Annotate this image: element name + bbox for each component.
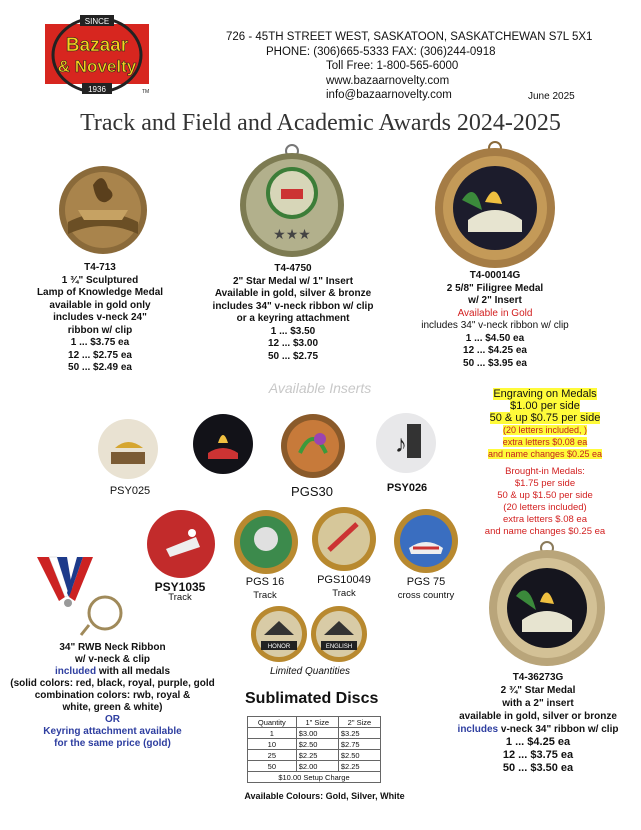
price-line: 12 ... $2.75 ea bbox=[68, 349, 132, 361]
lamp-of-knowledge-medal-image bbox=[48, 160, 158, 260]
brought-line: 50 & up $1.50 per side bbox=[497, 490, 593, 501]
ribbon-included: included bbox=[54, 666, 97, 677]
product-code: T4-4750 bbox=[274, 263, 312, 274]
table-row bbox=[248, 761, 381, 772]
product-desc: 2" Star Medal w/ 1" Insert bbox=[232, 275, 354, 287]
insert-psy026-label: PSY026 bbox=[386, 482, 428, 494]
product-desc: includes 34" v-neck ribbon w/ clip bbox=[421, 320, 569, 331]
honor-text: HONOR bbox=[267, 644, 291, 650]
ribbon-line: w/ v-neck & clip bbox=[74, 654, 151, 665]
available-inserts-heading: Available Inserts bbox=[268, 380, 372, 396]
table-cell: $2.00 bbox=[296, 761, 338, 772]
product-desc: or a keyring attachment bbox=[236, 313, 350, 324]
logo-since: SINCE bbox=[84, 17, 110, 26]
logo-year: 1936 bbox=[88, 85, 106, 94]
product-desc: v-neck 34" ribbon w/ clip bbox=[498, 724, 619, 735]
english-text: ENGLISH bbox=[325, 644, 353, 650]
insert-psy025-image bbox=[97, 418, 159, 480]
page-title: Track and Field and Academic Awards 2024-2025 bbox=[80, 110, 561, 136]
logo-novelty: & Novelty bbox=[57, 57, 137, 76]
toll-free: Toll Free: 1-800-565-6000 bbox=[326, 60, 459, 72]
availability-note: Available in Gold bbox=[457, 307, 533, 319]
engraving-line: extra letters $0.08 ea bbox=[502, 437, 588, 447]
filigree-medal-image bbox=[430, 140, 560, 270]
price-line: 50 ... $3.95 ea bbox=[463, 357, 527, 369]
table-header-row bbox=[248, 717, 381, 728]
brought-line: $1.75 per side bbox=[514, 478, 576, 489]
table-cell: $3.25 bbox=[338, 728, 380, 739]
insert-pgs30-image bbox=[280, 413, 346, 479]
table-row bbox=[248, 772, 381, 783]
brought-line: and name changes $0.25 ea bbox=[484, 526, 606, 537]
engraving-line: $1.00 per side bbox=[510, 400, 580, 412]
insert-psy1035-sub: Track bbox=[168, 592, 192, 603]
table-cell: 10 bbox=[248, 739, 297, 750]
product-desc: 2 5/8" Filigree Medal bbox=[446, 282, 544, 294]
price-line: 50 ... $3.50 ea bbox=[502, 762, 574, 774]
table-header: 1" Size bbox=[296, 717, 338, 728]
includes-word: includes bbox=[457, 724, 499, 735]
insert-pgs30-label: PGS30 bbox=[291, 484, 333, 499]
brought-line: (20 letters included) bbox=[503, 502, 587, 513]
insert-pgs75-label: PGS 75 bbox=[406, 576, 446, 588]
ribbon-description bbox=[0, 642, 225, 750]
insert-psy025-label: PSY025 bbox=[109, 485, 151, 497]
insert-pgs10049-image bbox=[311, 506, 377, 572]
price-line: 50 ... $2.49 ea bbox=[68, 362, 132, 373]
table-cell: $2.75 bbox=[338, 739, 380, 750]
engraving-line: and name changes $0.25 ea bbox=[487, 449, 603, 459]
table-cell: $2.25 bbox=[338, 761, 380, 772]
price-line: 1 ... $4.50 ea bbox=[465, 332, 525, 344]
sublimated-discs-table bbox=[247, 716, 381, 783]
table-row bbox=[248, 728, 381, 739]
street-address: 726 - 45TH STREET WEST, SASKATOON, SASKATCHEWAN S7L 5X1 bbox=[226, 31, 593, 43]
star-medal-insert-image bbox=[237, 143, 347, 261]
insert-psy026-image bbox=[375, 412, 437, 474]
keyring-line: Keyring attachment available bbox=[43, 726, 182, 737]
table-header: 2" Size bbox=[338, 717, 380, 728]
ribbon-line: combination colors: rwb, royal & bbox=[34, 690, 191, 701]
date-label: June 2025 bbox=[528, 91, 575, 102]
table-cell: 25 bbox=[248, 750, 297, 761]
price-line: 12 ... $3.75 ea bbox=[502, 749, 574, 761]
insert-pgs16-sub: Track bbox=[253, 590, 277, 601]
product-desc: available in gold only bbox=[49, 299, 151, 311]
table-row bbox=[248, 739, 381, 750]
product-t4-36273g bbox=[438, 671, 638, 775]
svg-text:★★★: ★★★ bbox=[273, 226, 311, 242]
logo-tm: TM bbox=[142, 89, 150, 95]
ribbon-title: 34" RWB Neck Ribbon bbox=[59, 642, 166, 653]
website-link[interactable]: www.bazaarnovelty.com bbox=[326, 74, 450, 87]
insert-english-image bbox=[310, 605, 368, 663]
engraving-title: Engraving on Medals bbox=[493, 388, 597, 400]
insert-pgs16-label: PGS 16 bbox=[245, 576, 285, 588]
product-desc: includes 34" v-neck ribbon w/ clip bbox=[212, 300, 374, 312]
ribbon-or: OR bbox=[105, 714, 120, 725]
insert-pgs10049-label: PGS10049 bbox=[317, 574, 371, 586]
product-desc: Lamp of Knowledge Medal bbox=[36, 287, 164, 298]
product-desc: with a 2" insert bbox=[502, 698, 574, 709]
brought-in-pricing bbox=[455, 466, 635, 538]
table-cell: 50 bbox=[248, 761, 297, 772]
table-row bbox=[248, 750, 381, 761]
brought-line: extra letters $.08 ea bbox=[503, 514, 587, 525]
product-code: T4-713 bbox=[84, 262, 116, 273]
engraving-pricing bbox=[455, 388, 635, 460]
product-desc: w/ 2" Insert bbox=[468, 295, 522, 306]
available-colours: Available Colours: Gold, Silver, White bbox=[244, 791, 405, 801]
product-code: T4-36273G bbox=[512, 672, 564, 683]
engraving-line: (20 letters included, ) bbox=[502, 425, 588, 435]
keyring-line: for the same price (gold) bbox=[54, 738, 171, 749]
ribbon-line: with all medals bbox=[96, 666, 171, 677]
product-t4-4750 bbox=[198, 263, 388, 363]
insert-psy1035-label: PSY1035 bbox=[154, 580, 206, 594]
ribbon-line: white, green & white) bbox=[62, 702, 163, 713]
price-line: 1 ... $3.75 ea bbox=[70, 337, 130, 348]
product-desc: ribbon w/ clip bbox=[67, 324, 133, 336]
sublimated-discs-title: Sublimated Discs bbox=[245, 690, 379, 707]
limited-quantities-label: Limited Quantities bbox=[269, 666, 351, 677]
product-desc: 1 ¾" Sculptured bbox=[61, 274, 139, 286]
table-cell: $2.25 bbox=[296, 750, 338, 761]
product-desc: available in gold, silver or bronze bbox=[459, 711, 617, 722]
product-desc: Available in gold, silver & bronze bbox=[214, 288, 372, 299]
ribbon-line: (solid colors: red, black, royal, purple, gold bbox=[10, 678, 215, 689]
engraving-line: 50 & up $0.75 per side bbox=[489, 412, 601, 424]
insert-pgs75-image bbox=[393, 508, 459, 574]
price-line: 12 ... $3.00 bbox=[267, 338, 319, 349]
product-t4-713 bbox=[15, 262, 185, 375]
price-line: 1 ... $4.25 ea bbox=[505, 736, 571, 748]
logo-bazaar: Bazaar bbox=[65, 35, 129, 56]
star-medal-2-3-4-image bbox=[482, 540, 612, 668]
table-cell: $3.00 bbox=[296, 728, 338, 739]
insert-psy1035-image bbox=[146, 509, 216, 579]
price-line: 1 ... $3.50 bbox=[270, 325, 316, 337]
product-code: T4-00014G bbox=[469, 270, 521, 281]
brought-title: Brought-in Medals: bbox=[505, 466, 585, 477]
setup-charge: $10.00 Setup Charge bbox=[248, 772, 381, 783]
table-cell: $2.50 bbox=[296, 739, 338, 750]
product-t4-00014g bbox=[410, 270, 580, 370]
insert-pgs75-sub: cross country bbox=[397, 590, 455, 601]
ribbon-keyring-image bbox=[35, 555, 125, 640]
insert-black-lamp-image bbox=[192, 413, 254, 475]
table-header: Quantity bbox=[248, 717, 297, 728]
insert-pgs16-image bbox=[233, 509, 299, 575]
product-desc: includes v-neck 24" bbox=[53, 312, 147, 323]
table-cell: 1 bbox=[248, 728, 297, 739]
product-desc: 2 ¾" Star Medal bbox=[500, 685, 576, 696]
price-line: 12 ... $4.25 ea bbox=[463, 345, 527, 356]
price-line: 50 ... $2.75 bbox=[267, 350, 319, 362]
insert-honor-image bbox=[250, 605, 308, 663]
svg-text:♪: ♪ bbox=[395, 431, 407, 458]
insert-pgs10049-sub: Track bbox=[332, 588, 356, 599]
email-link[interactable]: info@bazaarnovelty.com bbox=[326, 89, 452, 101]
phone-fax: PHONE: (306)665-5333 FAX: (306)244-0918 bbox=[266, 45, 496, 58]
bazaar-novelty-logo bbox=[42, 15, 152, 95]
table-cell: $2.50 bbox=[338, 750, 380, 761]
